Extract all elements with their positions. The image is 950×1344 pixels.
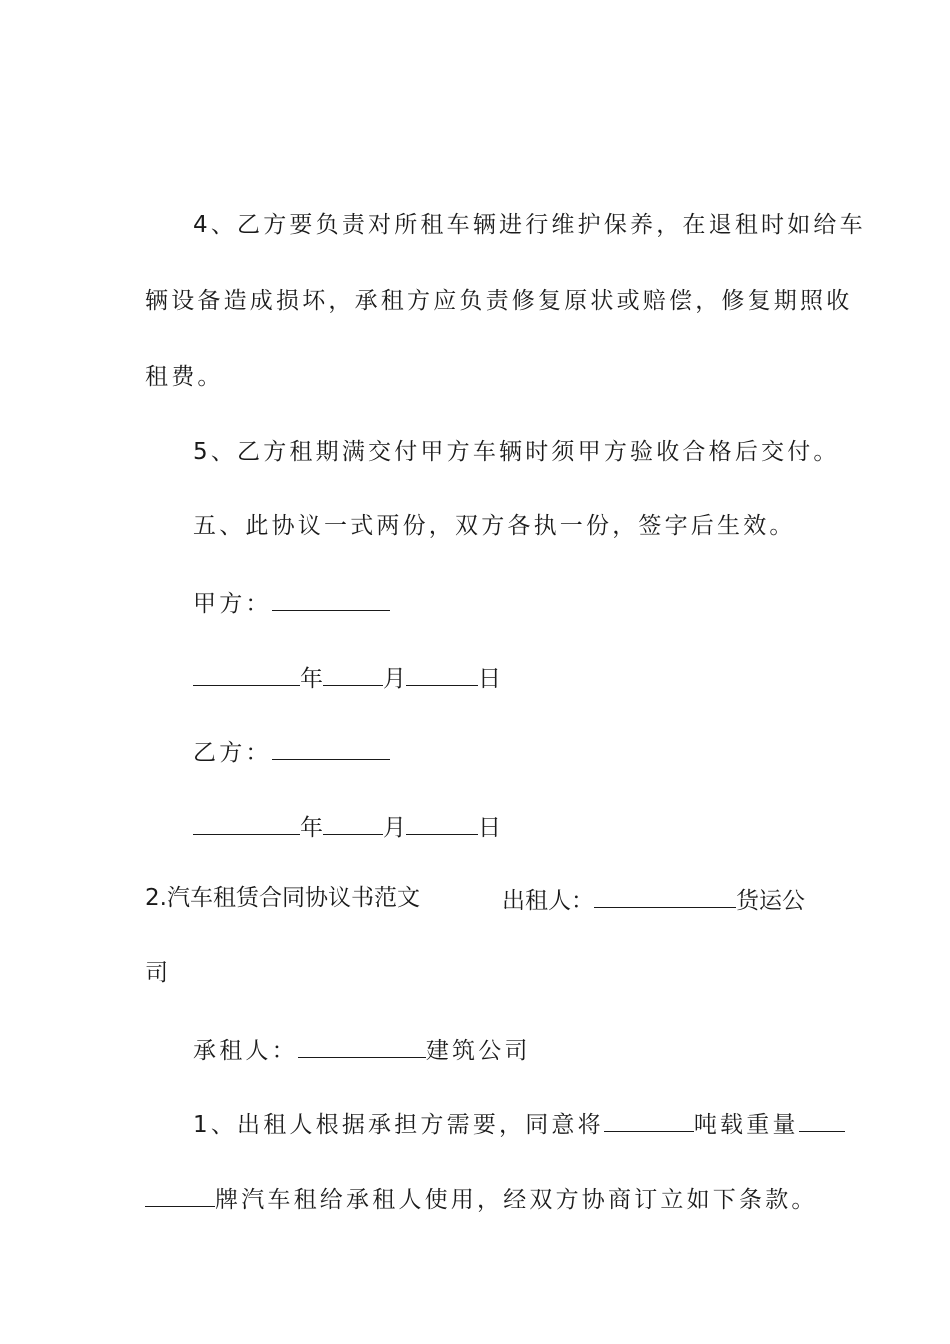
lessor-suffix: 货运公 [736,888,805,914]
party-b-month-blank [323,814,383,835]
party-a-signature-blank [272,590,390,611]
paragraph-4-line-3: 租费。 [145,364,224,390]
party-b-month-label: 月 [383,815,406,841]
party-a-month-label: 月 [383,666,406,692]
paragraph-five: 五、此协议一式两份，双方各执一份，签字后生效。 [193,513,796,539]
party-b-day-blank [406,814,478,835]
clause-1-text-a: 1、出租人根据承担方需要，同意将 [193,1112,604,1138]
clause-1-line-1 [193,1111,845,1137]
party-b-signature [193,739,390,765]
lessor-blank [594,887,736,908]
clause-1-text-c: 牌汽车租给承租人使用，经双方协商订立如下条款。 [215,1187,818,1213]
party-a-signature [193,590,390,616]
party-b-year-label: 年 [300,815,323,841]
party-a-label: 甲方： [193,591,272,617]
party-a-month-blank [323,665,383,686]
paragraph-4-line-1: 4、乙方要负责对所租车辆进行维护保养，在退租时如给车 [193,212,866,238]
section-2-title: 2.汽车租赁合同协议书范文 [145,885,420,911]
party-b-day-label: 日 [478,815,501,841]
clause-1-line-2 [145,1186,818,1212]
brand-blank-part-1 [799,1111,845,1132]
party-b-year-blank [193,814,300,835]
party-a-date [193,665,501,691]
party-b-signature-blank [272,739,390,760]
party-a-year-label: 年 [300,666,323,692]
lessee-blank [298,1037,426,1058]
section-2-title-line [145,887,805,913]
paragraph-4-line-2: 辆设备造成损坏，承租方应负责修复原状或赔偿，修复期照收 [145,288,853,314]
lessee-line [193,1037,531,1063]
lessor-wrap: 司 [145,960,172,986]
party-a-day-label: 日 [478,666,501,692]
tonnage-blank [604,1111,694,1132]
lessee-label: 承租人： [193,1038,298,1064]
party-a-day-blank [406,665,478,686]
lessor-line [502,887,805,913]
party-b-label: 乙方： [193,740,272,766]
party-b-date [193,814,501,840]
clause-1-text-b: 吨载重量 [693,1112,799,1138]
brand-blank-part-2 [145,1186,215,1207]
lessor-label: 出租人： [502,888,594,914]
party-a-year-blank [193,665,300,686]
paragraph-5: 5、乙方租期满交付甲方车辆时须甲方验收合格后交付。 [193,439,840,465]
lessee-suffix: 建筑公司 [425,1038,531,1064]
